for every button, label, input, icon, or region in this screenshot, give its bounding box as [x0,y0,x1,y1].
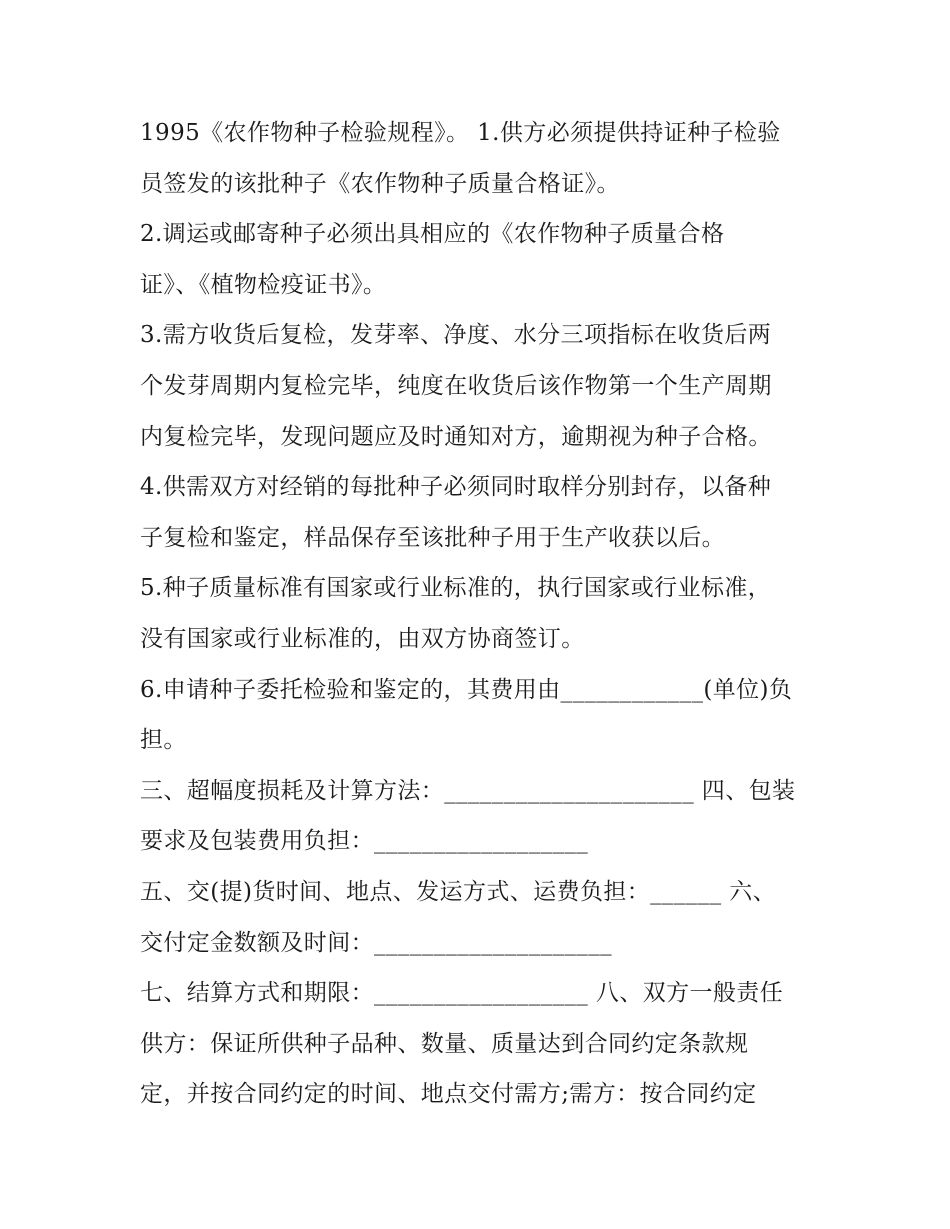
text-line: 供方：保证所供种子品种、数量、质量达到合同约定条款规 [140,1030,749,1057]
text-line: 2.调运或邮寄种子必须出具相应的《农作物种子质量合格 [140,221,725,248]
text-line: 子复检和鉴定，样品保存至该批种子用于生产收获以后。 [140,524,725,551]
text-line: 5.种子质量标准有国家或行业标准的，执行国家或行业标准， [140,575,772,602]
text-line: 1995《农作物种子检验规程》。 1.供方必须提供持证种子检验 [140,120,781,146]
text-line: 个发芽周期内复检完毕，纯度在收货后该作物第一个生产周期 [140,372,772,399]
text-line: 五、交(提)货时间、地点、发运方式、运费负担：______ 六、 [140,878,777,905]
text-line: 内复检完毕，发现问题应及时通知对方，逾期视为种子合格。 [140,423,772,450]
text-line: 3.需方收货后复检，发芽率、净度、水分三项指标在收货后两 [140,322,772,349]
text-line: 交付定金数额及时间：____________________ [140,929,612,956]
text-line: 证》、《植物检疫证书》。 [140,271,387,298]
text-line: 担。 [140,727,187,754]
text-line: 没有国家或行业标准的，由双方协商签订。 [140,625,585,652]
text-line: 6.申请种子委托检验和鉴定的，其费用由____________(单位)负 [140,676,793,703]
text-line: 三、超幅度损耗及计算方法：_____________________ 四、包装 [140,777,796,804]
text-line: 员签发的该批种子《农作物种子质量合格证》。 [140,170,620,197]
text-line: 要求及包装费用负担：__________________ [140,828,589,855]
text-line: 七、结算方式和期限：__________________ 八、双方一般责任 [140,980,784,1007]
document-body [140,108,820,1120]
text-line: 4.供需双方对经销的每批种子必须同时取样分别封存，以备种 [140,474,772,501]
text-line: 定，并按合同约定的时间、地点交付需方;需方：按合同约定 [140,1081,757,1108]
